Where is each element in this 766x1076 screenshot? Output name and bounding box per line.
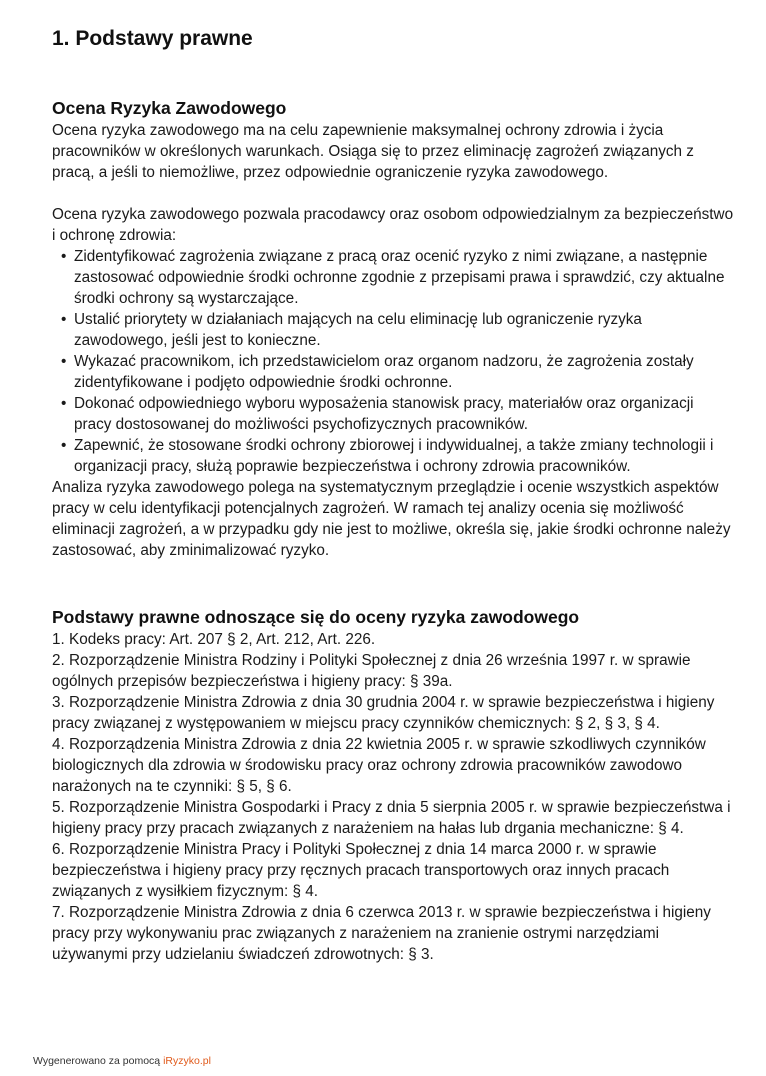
legal-basis-item: 1. Kodeks pracy: Art. 207 § 2, Art. 212, Art. 226.	[52, 631, 376, 648]
bullet-item: • Wykazać pracownikom, ich przedstawicielom oraz organom nadzoru, że zagrożenia zostały zidentyfikowane i podjęto odpowiednie środki ochronne.	[74, 351, 734, 393]
bullet-item: • Dokonać odpowiedniego wyboru wyposażenia stanowisk pracy, materiałów oraz organizacji pracy dostosowanej do możliwości psychofizycznych pracowników.	[74, 393, 734, 435]
footer-brand-link[interactable]: iRyzyko.pl	[163, 1055, 211, 1067]
bullet-item: • Zidentyfikować zagrożenia związane z pracą oraz ocenić ryzyko z nimi związane, a następnie zastosować odpowiednie środki ochronne zgodnie z przepisami prawa i sprawdzić, czy aktualne środki ochrony są wystarczające.	[74, 246, 734, 309]
footer-generated-by	[33, 1055, 211, 1067]
footer-prefix: Wygenerowano za pomocą	[33, 1055, 164, 1067]
section-heading-legal-basis: Podstawy prawne odnoszące się do oceny ryzyka zawodowego	[52, 607, 580, 627]
legal-basis-item: 3. Rozporządzenie Ministra Zdrowia z dnia 30 grudnia 2004 r. w sprawie bezpieczeństwa i higieny pracy związanej z występowaniem w miejscu pracy czynników chemicznych: § 2, § 3, § 4.	[52, 694, 715, 732]
purpose-bullet-list	[52, 246, 734, 477]
section-heading-risk-assessment: Ocena Ryzyka Zawodowego	[52, 98, 287, 118]
legal-basis-item: 4. Rozporządzenia Ministra Zdrowia z dnia 22 kwietnia 2005 r. w sprawie szkodliwych czynników biologicznych dla zdrowia w środowisku pracy oraz ochrony zdrowia pracowników zawodowo narażonych na te czynniki: § 5, § 6.	[52, 736, 706, 795]
section-legal-basis	[52, 605, 734, 965]
legal-basis-item: 2. Rozporządzenie Ministra Rodziny i Polityki Społecznej z dnia 26 września 1997 r. w sprawie ogólnych przepisów bezpieczeństwa i higieny pracy: § 39a.	[52, 652, 691, 690]
page-title: 1. Podstawy prawne	[52, 27, 253, 50]
analysis-paragraph: Analiza ryzyka zawodowego polega na systematycznym przeglądzie i ocenie wszystkich aspektów pracy w celu identyfikacji potencjalnych zagrożeń. W ramach tej analizy ocenia się możliwość eliminacji zagrożeń, a w przypadku gdy nie jest to możliwe, określa się, jakie środki ochronne należy zastosować, aby zminimalizować ryzyko.	[52, 479, 731, 559]
legal-basis-item: 5. Rozporządzenie Ministra Gospodarki i Pracy z dnia 5 sierpnia 2005 r. w sprawie bezpieczeństwa i higieny pracy przy pracach związanych z narażeniem na hałas lub drgania mechaniczne: § 4.	[52, 799, 731, 837]
bullet-item: • Ustalić priorytety w działaniach mających na celu eliminację lub ograniczenie ryzyka zawodowego, jeśli jest to konieczne.	[74, 309, 734, 351]
legal-basis-item: 7. Rozporządzenie Ministra Zdrowia z dnia 6 czerwca 2013 r. w sprawie bezpieczeństwa i higieny pracy przy wykonywaniu prac związanych z narażeniem na zranienie ostrymi narzędziami używanymi przy udzielaniu świadczeń zdrowotnych: § 3.	[52, 904, 711, 963]
section-risk-assessment	[52, 96, 734, 561]
purpose-paragraph: Ocena ryzyka zawodowego pozwala pracodawcy oraz osobom odpowiedzialnym za bezpieczeństwo i ochronę zdrowia:	[52, 206, 734, 244]
legal-basis-item: 6. Rozporządzenie Ministra Pracy i Polityki Społecznej z dnia 14 marca 2000 r. w sprawie bezpieczeństwa i higieny pracy przy ręcznych pracach transportowych oraz innych pracach związanych z wysiłkiem fizycznym: § 4.	[52, 841, 670, 900]
intro-paragraph: Ocena ryzyka zawodowego ma na celu zapewnienie maksymalnej ochrony zdrowia i życia pracowników w określonych warunkach. Osiąga się to przez eliminację zagrożeń związanych z pracą, a jeśli to niemożliwe, przez odpowiednie ograniczenie ryzyka zawodowego.	[52, 122, 694, 181]
bullet-item: • Zapewnić, że stosowane środki ochrony zbiorowej i indywidualnej, a także zmiany technologii i organizacji pracy, służą poprawie bezpieczeństwa i ochrony zdrowia pracowników.	[74, 435, 734, 477]
